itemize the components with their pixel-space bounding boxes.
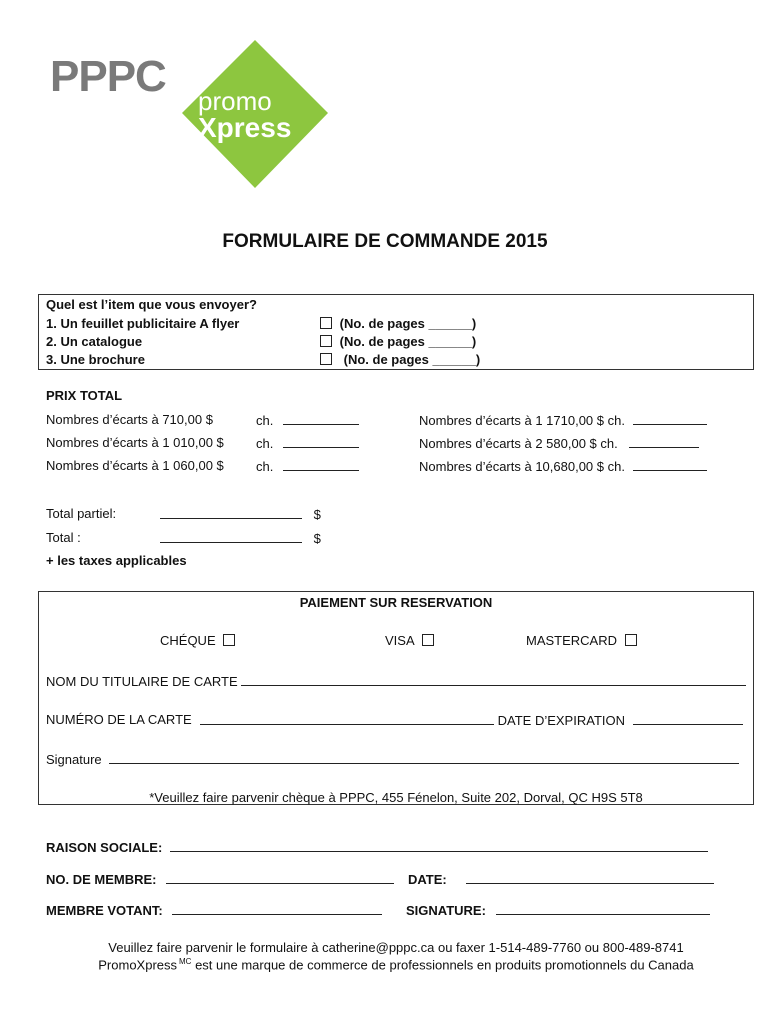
prix-right-3	[419, 458, 707, 474]
item-label-1: 1. Un feuillet publicitaire A flyer	[46, 316, 240, 331]
total-label: Total :	[46, 530, 81, 545]
ch-label: ch.	[256, 413, 274, 428]
raison-sociale-label: RAISON SOCIALE:	[46, 840, 163, 855]
numero-carte-label: NUMÉRO DE LA CARTE	[46, 712, 192, 727]
taxes-note: + les taxes applicables	[46, 553, 187, 568]
item-pages-3: (No. de pages ______)	[343, 352, 481, 367]
prix-right-label-2: Nombres d’écarts à 2 580,00 $ ch.	[419, 436, 618, 451]
item-label-3: 3. Une brochure	[46, 352, 145, 367]
date-label: DATE:	[408, 872, 447, 887]
prix-right-label-3: Nombres d’écarts à 10,680,00 $ ch.	[419, 459, 625, 474]
flyer-checkbox[interactable]	[320, 317, 332, 329]
logo-line2: Xpress	[198, 112, 292, 143]
footer-text: est une marque de commerce de professionnels en produits promotionnels du Canada	[191, 957, 694, 973]
mastercard-checkbox[interactable]	[625, 634, 637, 646]
expiration-label: DATE D’EXPIRATION	[497, 713, 625, 728]
footer-line2	[0, 957, 770, 972]
page-title: FORMULAIRE DE COMMANDE 2015	[222, 231, 548, 252]
paiement-box	[38, 591, 754, 805]
qty-field-5[interactable]	[629, 435, 699, 448]
item-row-1	[316, 316, 476, 331]
no-membre-row	[46, 871, 394, 887]
prix-left-3	[46, 458, 224, 473]
visa-checkbox[interactable]	[422, 634, 434, 646]
brochure-checkbox[interactable]	[320, 353, 332, 365]
prix-left-1	[46, 412, 213, 427]
qty-field-2[interactable]	[283, 435, 359, 448]
prix-heading: PRIX TOTAL	[46, 388, 123, 403]
paiement-heading: PAIEMENT SUR RESERVATION	[299, 595, 493, 610]
nom-titulaire-field[interactable]	[241, 673, 746, 686]
currency-symbol: $	[313, 507, 321, 522]
ch-label: ch.	[256, 436, 274, 451]
membre-votant-row	[46, 902, 382, 918]
total-row	[160, 530, 321, 546]
visa-label: VISA	[385, 633, 414, 648]
qty-field-1[interactable]	[283, 412, 359, 425]
qty-field-4[interactable]	[633, 412, 707, 425]
logo-line1: promo	[198, 86, 272, 116]
item-row-3	[316, 352, 480, 367]
logo	[50, 38, 330, 193]
nom-titulaire-row	[46, 673, 746, 689]
raison-sociale-field[interactable]	[170, 839, 708, 852]
qty-field-6[interactable]	[633, 458, 707, 471]
prix-right-label-1: Nombres d’écarts à 1 1710,00 $ ch.	[419, 413, 625, 428]
membre-votant-field[interactable]	[172, 902, 382, 915]
catalogue-checkbox[interactable]	[320, 335, 332, 347]
subtotal-field[interactable]	[160, 506, 302, 519]
prix-left-2	[46, 435, 224, 450]
mastercard-option[interactable]	[526, 633, 637, 648]
cheque-option[interactable]	[160, 633, 235, 648]
cheque-label: CHÉQUE	[160, 633, 216, 648]
signature-membre-row	[406, 902, 710, 918]
date-field[interactable]	[466, 871, 714, 884]
numero-carte-row	[200, 712, 743, 728]
footer-trademark: MC	[179, 957, 192, 966]
item-label-2: 2. Un catalogue	[46, 334, 143, 349]
prix-left-suffix-3	[256, 458, 359, 474]
prix-left-suffix-1	[256, 412, 359, 428]
prix-right-2	[419, 435, 699, 451]
signature-row	[46, 751, 739, 767]
item-pages-2: (No. de pages ______)	[339, 334, 477, 349]
numero-carte-field[interactable]	[200, 712, 494, 725]
subtotal-label: Total partiel:	[46, 506, 117, 521]
signature-membre-label: SIGNATURE:	[406, 903, 486, 918]
mastercard-label: MASTERCARD	[526, 633, 618, 648]
no-membre-label: NO. DE MEMBRE:	[46, 872, 157, 887]
cheque-checkbox[interactable]	[223, 634, 235, 646]
prix-left-label-3: Nombres d’écarts à 1 060,00 $	[46, 458, 224, 473]
expiration-field[interactable]	[633, 712, 743, 725]
currency-symbol: $	[313, 531, 321, 546]
item-question: Quel est l’item que vous envoyer?	[46, 297, 257, 312]
item-pages-1: (No. de pages ______)	[339, 316, 477, 331]
signature-field[interactable]	[109, 751, 739, 764]
no-membre-field[interactable]	[166, 871, 394, 884]
nom-titulaire-label: NOM DU TITULAIRE DE CARTE	[46, 674, 238, 689]
prix-right-1	[419, 412, 707, 428]
cheque-note: *Veuillez faire parvenir chèque à PPPC, 455 Fénelon, Suite 202, Dorval, QC H9S 5T8	[149, 790, 643, 805]
footer-brand: PromoXpress	[98, 957, 178, 973]
prix-left-label-1: Nombres d’écarts à 710,00 $	[46, 412, 213, 427]
total-field[interactable]	[160, 530, 302, 543]
date-row	[408, 871, 714, 887]
visa-option[interactable]	[385, 633, 434, 648]
prix-left-suffix-2	[256, 435, 359, 451]
prix-left-label-2: Nombres d’écarts à 1 010,00 $	[46, 435, 224, 450]
membre-votant-label: MEMBRE VOTANT:	[46, 903, 163, 918]
qty-field-3[interactable]	[283, 458, 359, 471]
raison-sociale-row	[46, 839, 708, 855]
ch-label: ch.	[256, 459, 274, 474]
signature-label: Signature	[46, 752, 102, 767]
item-row-2	[316, 334, 476, 349]
footer-line1: Veuillez faire parvenir le formulaire à catherine@pppc.ca ou faxer 1-514-489-7760 ou 800-489-8741	[108, 940, 684, 955]
logo-brand: PPPC	[50, 52, 166, 101]
signature-membre-field[interactable]	[496, 902, 710, 915]
subtotal-row	[160, 506, 321, 522]
